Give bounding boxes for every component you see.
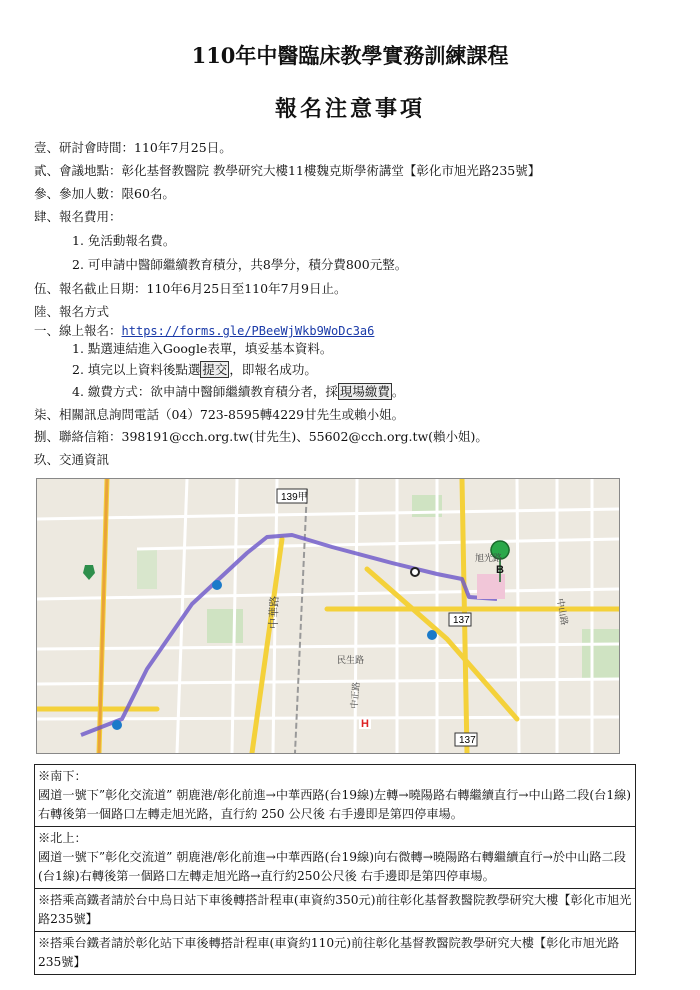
item-method-heading: 陸、報名方式 (34, 304, 110, 319)
item-fee-heading: 肆、報名費用： (34, 209, 122, 224)
road-marker-icon (427, 630, 437, 640)
road-label-zhongshan: 中山路 (554, 597, 569, 627)
step-2-suffix: ，即報名成功。 (229, 362, 317, 377)
south-route-text: 國道一號下”彰化交流道” 朝鹿港/彰化前進→中華西路(台19線)左轉→曉陽路右轉繼續直行→中山路二段(台1線)右轉後第一個路口左轉走旭光路，直行約 250 公尺後 右手邊即是第四停車場。 (38, 788, 632, 821)
table-row (35, 827, 636, 889)
road-label-minsheng: 民生路 (337, 656, 365, 666)
item-step-4 (72, 384, 404, 400)
item-traffic: 玖、交通資訊 (34, 452, 110, 467)
road-marker-icon (212, 580, 222, 590)
north-route-heading: ※北上： (38, 831, 87, 845)
north-route-cell (35, 827, 636, 889)
route-instructions-table (34, 764, 636, 975)
table-row (35, 765, 636, 827)
item-online (34, 323, 374, 339)
hsr-route-cell: ※搭乘高鐵者請於台中烏日站下車後轉搭計程車(車資約350元)前往彰化基督教醫院教學研究大樓【彰化市旭光路235號】 (35, 889, 636, 932)
step-4-suffix: 。 (391, 384, 405, 399)
item-deadline: 伍、報名截止日期：110年6月25日至110年7月9日止。 (34, 281, 347, 296)
route-map (36, 478, 620, 754)
road-shield-137b: 137 (459, 735, 476, 746)
road-marker-icon (112, 720, 122, 730)
tra-route-cell: ※搭乘台鐵者請於彰化站下車後轉搭計程車(車資約110元)前往彰化基督教醫院教學研究大樓【彰化市旭光路235號】 (35, 932, 636, 975)
onsite-payment-highlight: 現場繳費 (339, 384, 390, 399)
road-label-zhonghua: 中華路 (267, 595, 282, 630)
item-fee-2: 2. 可申請中醫師繼續教育積分，共8學分，積分費800元整。 (72, 257, 408, 272)
submit-highlight: 提交 (202, 362, 228, 377)
item-step-2 (72, 362, 317, 378)
road-label-xuguang: 旭光路 (475, 554, 503, 564)
item-time: 壹、研討會時間：110年7月25日。 (34, 140, 232, 155)
road-shield-137: 137 (453, 615, 470, 626)
hospital-icon: H (361, 718, 369, 730)
destination-marker-label: B (496, 564, 504, 576)
step-2-prefix: 2. 填完以上資料後點選 (72, 362, 201, 377)
table-row (35, 889, 636, 932)
item-step-1: 1. 點選連結進入Google表單，填妥基本資料。 (72, 341, 333, 356)
map-park (137, 549, 157, 589)
item-location: 貳、會議地點：彰化基督教醫院 教學研究大樓11樓魏克斯學術講堂【彰化市旭光路235號】 (34, 163, 541, 178)
item-email: 捌、聯絡信箱：398191@cch.org.tw(甘先生)、55602@cch.org.tw(賴小姐)。 (34, 429, 488, 444)
document-subtitle: 報名注意事項 (274, 96, 425, 122)
registration-link[interactable]: https://forms.gle/PBeeWjWkb9WoDc3a6 (121, 324, 375, 338)
road-label-zhongzheng: 中正路 (350, 681, 363, 710)
item-people: 參、參加人數：限60名。 (34, 186, 175, 201)
item-fee-1: 1. 免活動報名費。 (72, 233, 176, 248)
document-title: 110年中醫臨床教學實務訓練課程 (191, 43, 509, 68)
map-park (207, 609, 243, 643)
road-shield-139: 139甲 (281, 492, 308, 503)
online-prefix: 一、線上報名： (34, 323, 122, 338)
table-row (35, 932, 636, 975)
south-route-cell (35, 765, 636, 827)
north-route-text: 國道一號下”彰化交流道” 朝鹿港/彰化前進→中華西路(台19線)向右微轉→曉陽路右轉繼續直行→於中山路二段(台1線)右轉後第一個路口左轉走旭光路→直行約250公尺後 右手邊即是第四停車場。 (38, 850, 626, 883)
south-route-heading: ※南下： (38, 769, 87, 783)
item-contact: 柒、相關訊息詢問電話（04）723-8595轉4229甘先生或賴小姐。 (34, 407, 405, 422)
step-4-prefix: 4. 繳費方式：欲申請中醫師繼續教育積分者，採 (72, 384, 338, 399)
map-park (582, 629, 619, 679)
